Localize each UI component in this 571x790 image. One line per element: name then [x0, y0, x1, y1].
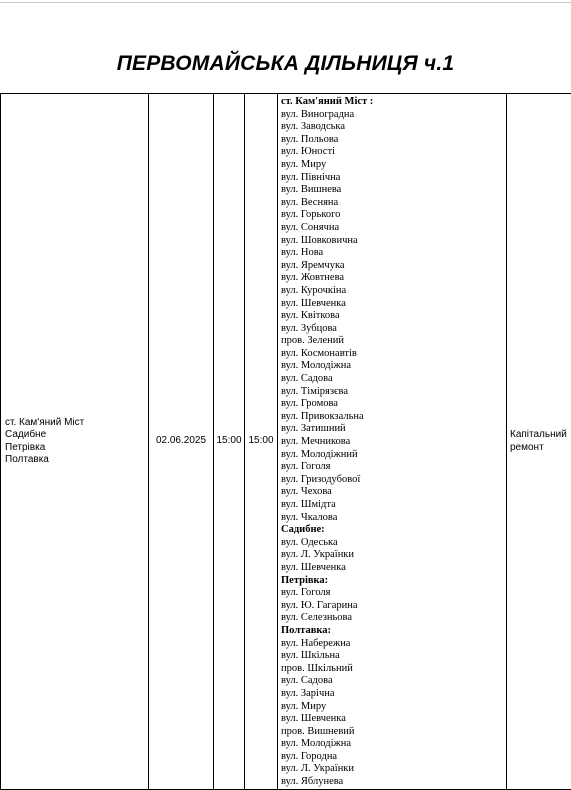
settlement-name: ст. Кам'яний Міст: [5, 417, 148, 430]
outage-schedule-table: [0, 93, 571, 790]
table-row: [1, 94, 571, 790]
street-item: вул. Миру: [281, 159, 506, 172]
street-item: вул. Шмідта: [281, 499, 506, 512]
street-item: вул. Привокзальна: [281, 411, 506, 424]
street-item: вул. Шевченка: [281, 298, 506, 311]
street-item: вул. Городна: [281, 751, 506, 764]
street-item: вул. Ю. Гагарина: [281, 600, 506, 613]
street-item: вул. Сонячна: [281, 222, 506, 235]
settlement-name: Петрівка: [5, 442, 148, 455]
streets-cell: [278, 94, 507, 790]
street-item: вул. Яремчука: [281, 260, 506, 273]
street-item: вул. Шевченка: [281, 562, 506, 575]
street-item: вул. Молодіжна: [281, 738, 506, 751]
page-title: ПЕРВОМАЙСЬКА ДІЛЬНИЦЯ ч.1: [0, 52, 571, 76]
street-item: вул. Вишнева: [281, 184, 506, 197]
reason-text: Капітальний: [510, 429, 571, 442]
street-item: вул. Зарічна: [281, 688, 506, 701]
street-item: вул. Громова: [281, 398, 506, 411]
street-item: вул. Весняна: [281, 197, 506, 210]
settlement-heading: Полтавка:: [281, 625, 506, 638]
date-cell: 02.06.2025: [149, 94, 214, 790]
settlement-heading: Петрівка:: [281, 575, 506, 588]
street-item: вул. Гризодубової: [281, 474, 506, 487]
settlement-heading: ст. Кам'яний Міст :: [281, 96, 506, 109]
street-item: вул. Шовковична: [281, 235, 506, 248]
settlement-name: Садибне: [5, 429, 148, 442]
street-item: вул. Молодіжна: [281, 360, 506, 373]
reason-cell: [507, 94, 571, 790]
street-item: вул. Одеська: [281, 537, 506, 550]
reason-text: ремонт: [510, 442, 571, 455]
time-from-cell: 15:00: [214, 94, 245, 790]
street-item: вул. Гоголя: [281, 461, 506, 474]
street-item: вул. Чкалова: [281, 512, 506, 525]
street-item: пров. Зелений: [281, 335, 506, 348]
settlement-heading: Садибне:: [281, 524, 506, 537]
street-item: вул. Космонавтів: [281, 348, 506, 361]
street-item: вул. Польова: [281, 134, 506, 147]
street-item: вул. Л. Українки: [281, 549, 506, 562]
street-item: вул. Північна: [281, 172, 506, 185]
street-item: вул. Селезньова: [281, 612, 506, 625]
street-item: вул. Набережна: [281, 638, 506, 651]
street-item: вул. Садова: [281, 675, 506, 688]
street-item: вул. Шевченка: [281, 713, 506, 726]
street-item: вул. Миру: [281, 701, 506, 714]
street-item: вул. Затишний: [281, 423, 506, 436]
street-item: вул. Яблунева: [281, 776, 506, 789]
street-item: вул. Зубцова: [281, 323, 506, 336]
street-item: вул. Садова: [281, 373, 506, 386]
street-item: вул. Шкільна: [281, 650, 506, 663]
street-item: вул. Квіткова: [281, 310, 506, 323]
street-item: вул. Виноградна: [281, 109, 506, 122]
street-item: вул. Жовтнева: [281, 272, 506, 285]
street-item: пров. Вишневий: [281, 726, 506, 739]
street-item: вул. Л. Українки: [281, 763, 506, 776]
street-item: вул. Тімірязєва: [281, 386, 506, 399]
top-divider: [0, 2, 571, 3]
street-item: вул. Молодіжний: [281, 449, 506, 462]
street-item: пров. Шкільний: [281, 663, 506, 676]
streets-list: [281, 96, 506, 789]
street-item: вул. Чехова: [281, 486, 506, 499]
time-to-cell: 15:00: [245, 94, 278, 790]
settlement-name: Полтавка: [5, 454, 148, 467]
street-item: вул. Курочкіна: [281, 285, 506, 298]
street-item: вул. Гоголя: [281, 587, 506, 600]
street-item: вул. Горького: [281, 209, 506, 222]
street-item: вул. Нова: [281, 247, 506, 260]
street-item: вул. Заводська: [281, 121, 506, 134]
street-item: вул. Юності: [281, 146, 506, 159]
street-item: вул. Мечникова: [281, 436, 506, 449]
settlements-cell: [1, 94, 149, 790]
